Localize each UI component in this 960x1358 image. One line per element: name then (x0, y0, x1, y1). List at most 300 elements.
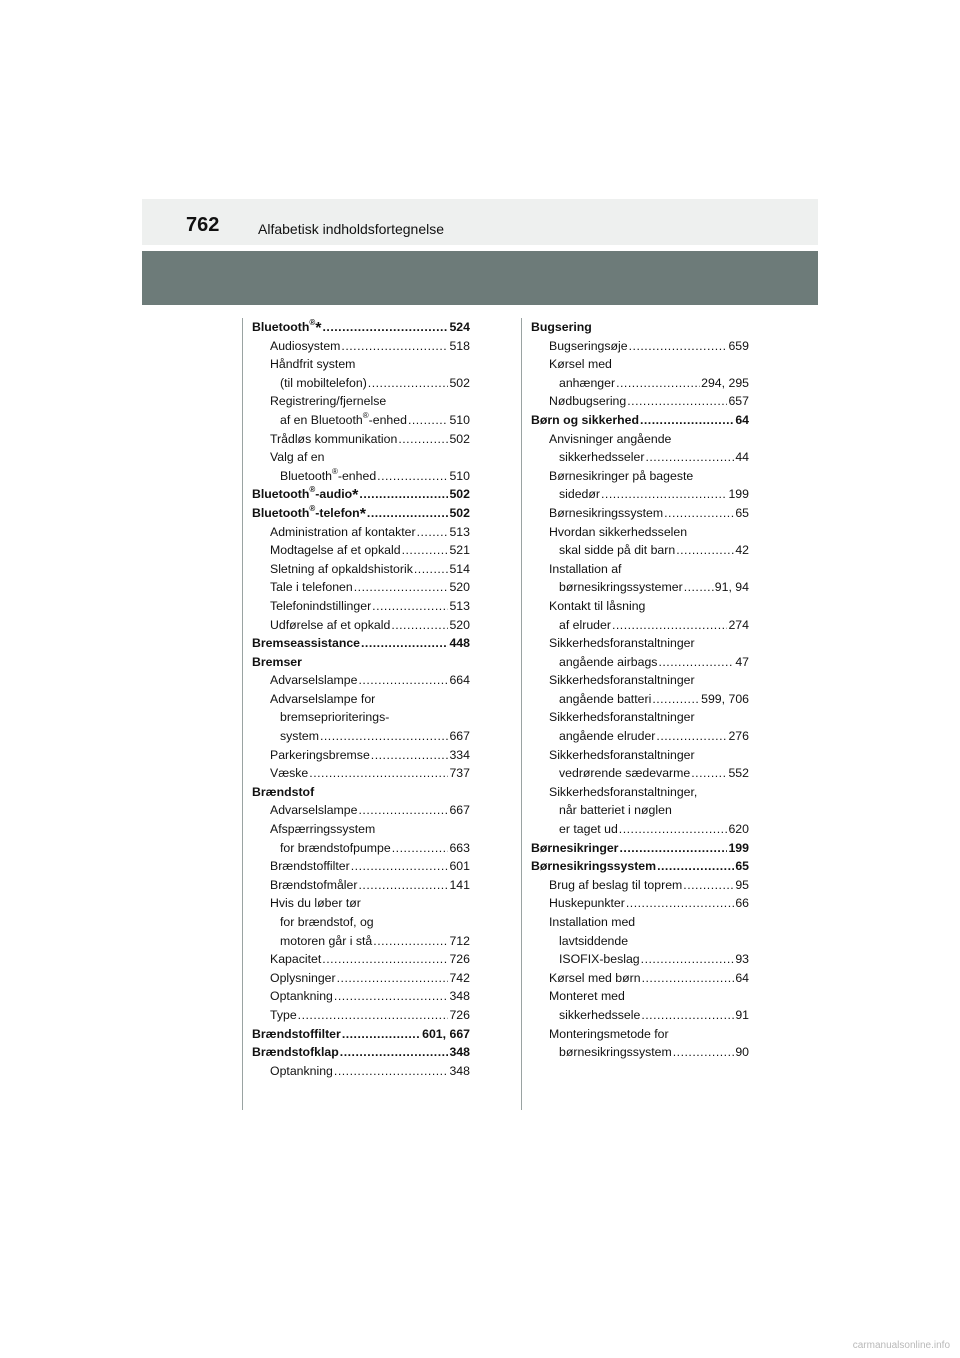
leader-dots (656, 727, 727, 746)
leader-dots (298, 1006, 449, 1025)
entry-label: af en Bluetooth (280, 412, 363, 427)
leader-dots (642, 969, 735, 988)
entry-label: for brændstofpumpe (280, 840, 391, 855)
entry-label: Brændstoffilter (252, 1026, 341, 1041)
index-entry-text (531, 411, 639, 430)
index-entry-text (252, 1025, 341, 1044)
asterisk-mark: * (359, 505, 366, 523)
leader-dots (652, 690, 700, 709)
index-entry-text (549, 671, 695, 690)
index-entry (252, 1043, 470, 1062)
entry-label: Monteret med (549, 989, 625, 1004)
index-entry-text (531, 318, 592, 337)
page-ref: 199 (728, 487, 749, 502)
index-entry (252, 467, 470, 486)
page-ref: 737 (449, 766, 470, 781)
registered-mark: ® (309, 317, 316, 327)
entry-label: for brændstof, og (280, 915, 374, 929)
index-entry-text (252, 653, 302, 672)
index-entry (252, 430, 470, 449)
page-ref: 294, 295 (701, 375, 749, 390)
index-entry-text (252, 318, 322, 337)
page-ref: 65 (735, 859, 749, 874)
registered-mark: ® (331, 466, 338, 476)
entry-label: Monteringsmetode for (549, 1026, 669, 1041)
leader-dots (408, 411, 449, 430)
index-entry (252, 318, 470, 337)
index-entry-text (549, 913, 635, 932)
entry-label: Advarselslampe (270, 673, 358, 688)
entry-label: Telefonindstillinger (270, 598, 372, 613)
index-entry-text (549, 523, 687, 542)
index-entry-text (549, 746, 695, 765)
leader-dots (361, 634, 448, 653)
page-ref: 47 (735, 654, 749, 669)
entry-label: Advarselslampe (270, 803, 358, 818)
entry-label: sikkerhedssele (559, 1007, 641, 1022)
leader-dots (309, 764, 448, 783)
page-ref: 712 (449, 933, 470, 948)
index-entry (252, 969, 470, 988)
index-entry (252, 987, 470, 1006)
entry-label: Børnesikringer på bageste (549, 468, 694, 483)
page-ref: 274 (728, 617, 749, 632)
entry-label: Sikkerhedsforanstaltninger (549, 747, 695, 762)
index-entry (531, 504, 749, 523)
index-entry-text (270, 392, 386, 411)
page-title: Alfabetisk indholdsfortegnelse (258, 221, 445, 237)
entry-label: Børnesikringssystem (531, 859, 657, 874)
index-entry (531, 671, 749, 690)
index-entry-text (559, 653, 657, 672)
entry-label: Registrering/fjernelse (270, 394, 387, 409)
registered-mark: ® (362, 410, 369, 420)
index-entry (531, 485, 749, 504)
asterisk-mark: * (352, 487, 359, 505)
entry-label: Huskepunkter (549, 896, 625, 911)
index-entry-text (252, 634, 360, 653)
entry-label: sidedør (559, 487, 601, 502)
index-entry (531, 374, 749, 393)
entry-label: børnesikringssystem (559, 1045, 672, 1060)
index-entry (252, 1025, 470, 1044)
index-entry-text (270, 857, 350, 876)
leader-dots (684, 578, 714, 597)
index-entry (531, 746, 749, 765)
page-ref: 348 (449, 989, 470, 1004)
index-entry (531, 653, 749, 672)
page-ref: 726 (449, 952, 470, 967)
index-entry (531, 894, 749, 913)
page-ref: 141 (449, 877, 470, 892)
index-entry-text (559, 950, 640, 969)
index-entry (531, 876, 749, 895)
index-entry-text (549, 708, 695, 727)
page-ref: 95 (735, 877, 749, 892)
leader-dots (359, 485, 448, 504)
index-entry (531, 448, 749, 467)
index-entry-text (280, 411, 407, 430)
index-entry-text (549, 560, 621, 579)
index-entry-text (270, 764, 308, 783)
index-entry (252, 690, 470, 709)
page-ref: 334 (449, 747, 470, 762)
index-entry (531, 634, 749, 653)
header-band (142, 199, 818, 245)
leader-dots (676, 541, 734, 560)
entry-label: er taget ud (559, 822, 618, 837)
page-ref: 601, 667 (422, 1026, 470, 1041)
index-entry (252, 857, 470, 876)
index-entry-text (270, 560, 413, 579)
entry-label: -telefon (315, 505, 360, 520)
entry-label: ISOFIX-beslag (559, 952, 640, 967)
leader-dots (683, 876, 734, 895)
index-entry (252, 764, 470, 783)
index-entry (531, 783, 749, 802)
entry-label: Sikkerhedsforanstaltninger, (549, 784, 698, 799)
entry-label: Børn og sikkerhed (531, 412, 639, 427)
index-entry (531, 541, 749, 560)
index-entry-text (270, 1006, 297, 1025)
index-entry-text (270, 337, 340, 356)
entry-label: lavtsiddende (559, 933, 629, 948)
index-entry-text (559, 1006, 640, 1025)
leader-dots (342, 1025, 421, 1044)
entry-label: system (280, 729, 319, 744)
page-ref: 502 (449, 505, 470, 520)
index-entry (531, 1006, 749, 1025)
index-entry-text (549, 987, 625, 1006)
index-entry (252, 560, 470, 579)
entry-label: Sikkerhedsforanstaltninger (549, 710, 695, 725)
index-entry (531, 820, 749, 839)
index-entry-text (270, 671, 357, 690)
index-entry (252, 597, 470, 616)
page-ref: 276 (728, 729, 749, 744)
index-entry (531, 764, 749, 783)
entry-label: Sikkerhedsforanstaltninger (549, 673, 695, 688)
page-ref: 510 (449, 412, 470, 427)
index-entry-text (280, 467, 376, 486)
index-entry-text (549, 1025, 669, 1044)
entry-label: Bugsering (531, 320, 592, 334)
asterisk-mark: * (315, 320, 322, 337)
index-entry (252, 708, 470, 727)
index-entry-text (252, 1043, 339, 1062)
leader-dots (645, 448, 734, 467)
page-ref: 502 (449, 375, 470, 390)
leader-dots (657, 857, 734, 876)
index-entry-text (549, 969, 641, 988)
page-ref: 620 (728, 822, 749, 837)
entry-label: Modtagelse af et opkald (270, 543, 401, 558)
leader-dots (372, 597, 448, 616)
index-entry (531, 727, 749, 746)
index-entry-text (559, 541, 675, 560)
leader-dots (341, 337, 448, 356)
entry-label: Bluetooth (252, 505, 310, 520)
page-ref: 502 (449, 431, 470, 446)
entry-label: Bluetooth (252, 487, 310, 502)
index-entry-text (559, 932, 628, 951)
entry-label: Sletning af opkaldshistorik (270, 561, 413, 576)
index-entry (252, 801, 470, 820)
entry-label: Type (270, 1007, 297, 1022)
index-entry-text (559, 820, 618, 839)
entry-label: af elruder (559, 617, 611, 632)
index-entry (252, 1062, 470, 1081)
index-entry (531, 578, 749, 597)
entry-label: angående batteri (559, 691, 652, 706)
leader-dots (417, 523, 449, 542)
leader-dots (658, 653, 734, 672)
index-entry (531, 857, 749, 876)
index-entry-text (559, 616, 611, 635)
page-ref: 91, 94 (714, 580, 749, 595)
page-ref: 601 (449, 859, 470, 874)
leader-dots (334, 987, 449, 1006)
index-entry-text (559, 690, 651, 709)
entry-label: Valg af en (270, 450, 325, 465)
leader-dots (641, 1006, 734, 1025)
leader-dots (340, 1043, 449, 1062)
index-entry-text (270, 987, 333, 1006)
index-entry (531, 969, 749, 988)
page-ref: 93 (735, 952, 749, 967)
entry-label: Udførelse af et opkald (270, 617, 391, 632)
index-entry (252, 504, 470, 523)
page-ref: 64 (735, 970, 749, 985)
page-ref: 520 (449, 617, 470, 632)
entry-label: Kørsel med (549, 357, 612, 372)
entry-label: -audio (315, 487, 353, 502)
page-ref: 599, 706 (701, 691, 749, 706)
index-entry-text (549, 337, 628, 356)
index-entry (531, 337, 749, 356)
index-entry (531, 392, 749, 411)
index-entry-text (270, 355, 355, 374)
entry-label: (til mobiltelefon) (280, 375, 367, 390)
index-entry-text (270, 616, 390, 635)
left-column-rule (242, 318, 243, 1110)
index-entry-text (559, 727, 655, 746)
index-entry-text (270, 894, 361, 913)
entry-label: børnesikringssystemer (559, 580, 683, 595)
index-entry-text (270, 541, 401, 560)
entry-label: -enhed (337, 468, 377, 483)
entry-label: Oplysninger (270, 970, 336, 985)
leader-dots (673, 1043, 735, 1062)
entry-label: anhænger (559, 375, 616, 390)
leader-dots (691, 764, 727, 783)
leader-dots (334, 1062, 449, 1081)
index-entry (531, 987, 749, 1006)
index-entry (252, 746, 470, 765)
page-ref: 742 (449, 970, 470, 985)
index-entry (531, 801, 749, 820)
index-entry (252, 894, 470, 913)
entry-label: når batteriet i nøglen (559, 803, 672, 818)
leader-dots (323, 318, 449, 337)
leader-dots (398, 430, 448, 449)
index-entry (252, 634, 470, 653)
page-ref: 65 (735, 505, 749, 520)
index-entry-text (559, 485, 600, 504)
index-entry-text (270, 801, 357, 820)
entry-label: Administration af kontakter (270, 524, 416, 539)
index-entry (252, 839, 470, 858)
index-entry (252, 820, 470, 839)
index-entry (252, 541, 470, 560)
page-ref: 524 (449, 320, 470, 334)
page-ref: 348 (449, 1045, 470, 1060)
page-ref: 520 (449, 580, 470, 595)
index-entry (531, 560, 749, 579)
page-ref: 64 (735, 412, 749, 427)
leader-dots (358, 876, 448, 895)
index-entry (531, 1043, 749, 1062)
index-entry (531, 839, 749, 858)
index-entry (531, 523, 749, 542)
leader-dots (351, 857, 449, 876)
entry-label: Kontakt til låsning (549, 598, 646, 613)
index-entry-text (531, 839, 618, 858)
entry-label: Hvis du løber tør (270, 896, 361, 911)
right-column-rule (521, 318, 522, 1110)
page-ref: 726 (449, 1007, 470, 1022)
entry-label: vedrørende sædevarme (559, 766, 691, 781)
index-entry (531, 355, 749, 374)
entry-label: angående elruder (559, 729, 656, 744)
index-entry-text (252, 504, 366, 523)
index-entry (252, 411, 470, 430)
header-dark-band (142, 251, 818, 305)
index-entry-text (280, 932, 372, 951)
index-entry-text (280, 839, 391, 858)
leader-dots (322, 950, 448, 969)
entry-label: Børnesikringssystem (549, 505, 664, 520)
entry-label: Anvisninger angående (549, 431, 672, 446)
entry-label: Tale i telefonen (270, 580, 353, 595)
index-entry-text (549, 504, 663, 523)
leader-dots (612, 616, 728, 635)
entry-label: Trådløs kommunikation (270, 431, 398, 446)
index-entry (252, 913, 470, 932)
index-entry (531, 467, 749, 486)
entry-label: angående airbags (559, 654, 658, 669)
index-entry (252, 671, 470, 690)
index-entry (531, 913, 749, 932)
index-entry-text (531, 857, 656, 876)
entry-label: Installation af (549, 561, 622, 576)
index-entry-text (270, 1062, 333, 1081)
index-entry-text (549, 634, 695, 653)
index-entry (252, 578, 470, 597)
entry-label: Installation med (549, 915, 636, 929)
leader-dots (377, 467, 448, 486)
leader-dots (640, 411, 734, 430)
page-ref: 502 (449, 487, 470, 502)
leader-dots (354, 578, 449, 597)
index-entry (252, 523, 470, 542)
leader-dots (373, 932, 448, 951)
entry-label: Væske (270, 766, 309, 781)
index-entry-text (280, 913, 374, 932)
index-entry-text (559, 374, 615, 393)
leader-dots (641, 950, 735, 969)
entry-label: Optankning (270, 1063, 333, 1078)
page-ref: 348 (449, 1063, 470, 1078)
index-entry (531, 950, 749, 969)
index-entry (252, 783, 470, 802)
entry-label: Sikkerhedsforanstaltninger (549, 636, 695, 651)
page-ref: 664 (449, 673, 470, 688)
entry-label: Optankning (270, 989, 333, 1004)
index-column-left (252, 318, 470, 1080)
index-entry-text (549, 783, 697, 802)
page-ref: 91 (735, 1007, 749, 1022)
entry-label: Brændstofklap (252, 1045, 339, 1060)
leader-dots (371, 746, 449, 765)
entry-label: Bluetooth (280, 468, 332, 483)
index-entry-text (549, 876, 682, 895)
index-entry (252, 448, 470, 467)
index-entry-text (270, 746, 370, 765)
entry-label: Bremseassistance (252, 636, 361, 651)
page-ref: 657 (728, 394, 749, 409)
index-entry-text (549, 894, 625, 913)
page-ref: 667 (449, 803, 470, 818)
leader-dots (337, 969, 449, 988)
page-ref: 518 (449, 338, 470, 353)
leader-dots (414, 560, 449, 579)
index-entry-text (559, 578, 683, 597)
index-entry (531, 411, 749, 430)
entry-label: sikkerhedsseler (559, 450, 645, 465)
leader-dots (358, 801, 448, 820)
leader-dots (601, 485, 727, 504)
index-column-right (531, 318, 749, 1062)
index-entry-text (270, 820, 375, 839)
page-ref: 552 (728, 766, 749, 781)
index-entry (252, 950, 470, 969)
index-entry-text (280, 708, 389, 727)
index-entry-text (252, 783, 314, 802)
index-entry-text (280, 727, 319, 746)
entry-label: bremseprioriterings- (280, 710, 390, 725)
leader-dots (392, 839, 449, 858)
leader-dots (402, 541, 449, 560)
entry-label: Brændstoffilter (270, 859, 350, 874)
index-entry-text (559, 448, 644, 467)
leader-dots (358, 671, 448, 690)
index-entry-text (280, 374, 367, 393)
entry-label: motoren går i stå (280, 933, 373, 948)
page-number: 762 (186, 214, 220, 236)
page-ref: 448 (449, 636, 470, 651)
entry-label: Advarselslampe for (270, 691, 376, 706)
page-ref: 42 (735, 543, 749, 558)
page-ref: 510 (449, 468, 470, 483)
leader-dots (616, 374, 700, 393)
leader-dots (664, 504, 734, 523)
leader-dots (367, 504, 449, 523)
page-ref: 667 (449, 729, 470, 744)
index-entry (531, 1025, 749, 1044)
page-ref: 66 (735, 896, 749, 911)
index-entry (252, 727, 470, 746)
